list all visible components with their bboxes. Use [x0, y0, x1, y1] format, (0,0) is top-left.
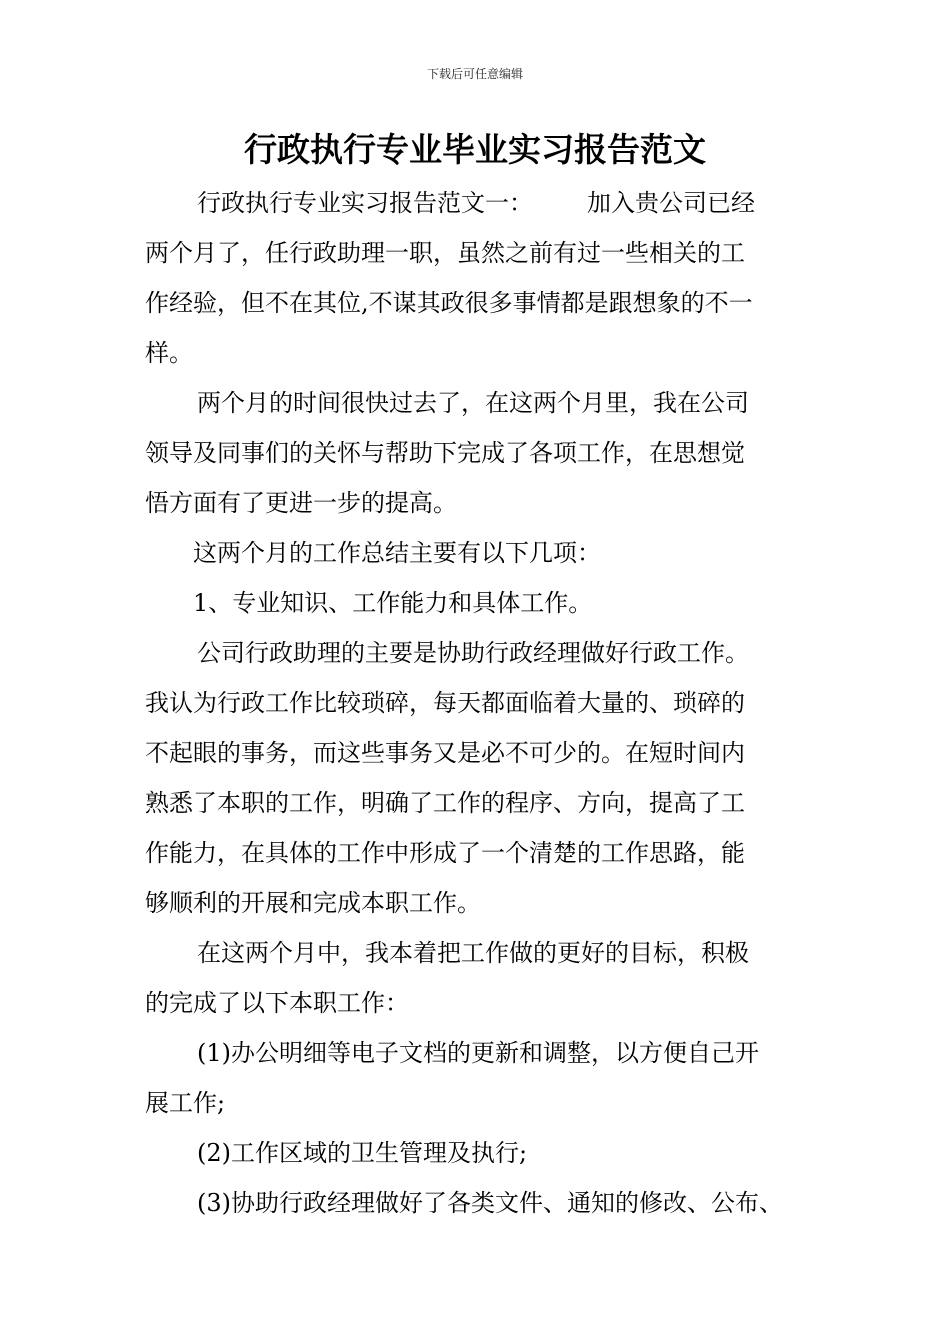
paragraph-line	[145, 178, 825, 228]
paragraph-line: 展工作;	[145, 1089, 226, 1117]
paragraph-line: (1)办公明细等电子文档的更新和调整，以方便自己开	[197, 1039, 759, 1067]
paragraph-line: 两个月了，任行政助理一职，虽然之前有过一些相关的工	[145, 239, 745, 267]
paragraph-line: (3)协助行政经理做好了各类文件、通知的修改、公布、	[197, 1189, 783, 1217]
paragraph-line: 两个月的时间很快过去了，在这两个月里，我在公司	[197, 389, 749, 417]
paragraph-line: 熟悉了本职的工作，明确了工作的程序、方向，提高了工	[145, 789, 745, 817]
line-text-tail: 加入贵公司已经	[587, 189, 755, 217]
document-title: 行政执行专业毕业实习报告范文	[244, 130, 706, 169]
paragraph-line: 不起眼的事务，而这些事务又是必不可少的。在短时间内	[145, 739, 745, 767]
paragraph-line: 领导及同事们的关怀与帮助下完成了各项工作，在思想觉	[145, 439, 745, 467]
paragraph-line: 这两个月的工作总结主要有以下几项：	[193, 539, 601, 567]
paragraph-line: 作能力，在具体的工作中形成了一个清楚的工作思路，能	[145, 839, 745, 867]
paragraph-line: 作经验，但不在其位,不谋其政很多事情都是跟想象的不一	[145, 289, 753, 317]
document-body	[145, 178, 825, 1228]
paragraph-line: 够顺利的开展和完成本职工作。	[145, 889, 481, 917]
header-note: 下载后可任意编辑	[426, 67, 523, 81]
paragraph-line: 的完成了以下本职工作：	[145, 989, 409, 1017]
paragraph-line: 悟方面有了更进一步的提高。	[145, 489, 457, 517]
paragraph-line: 1、专业知识、工作能力和具体工作。	[193, 589, 593, 617]
paragraph-line: 公司行政助理的主要是协助行政经理做好行政工作。	[197, 639, 749, 667]
paragraph-line: 我认为行政工作比较琐碎，每天都面临着大量的、琐碎的	[145, 689, 745, 717]
line-text: 行政执行专业实习报告范文一：	[197, 189, 533, 217]
paragraph-line: 在这两个月中，我本着把工作做的更好的目标，积极	[197, 939, 749, 967]
paragraph-line: (2)工作区域的卫生管理及执行;	[197, 1139, 528, 1167]
paragraph-line: 样。	[145, 339, 193, 367]
